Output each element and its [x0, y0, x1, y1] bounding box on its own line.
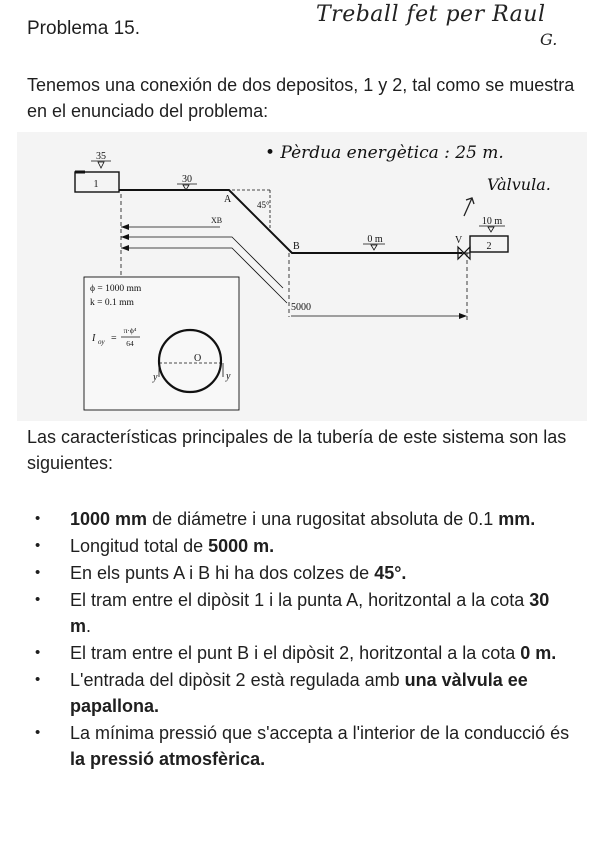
- legend-inertia-den: 64: [126, 339, 134, 348]
- handwritten-author: Treball fet per Raul: [316, 2, 546, 27]
- specs-list: [27, 506, 572, 773]
- page-title: Problema 15.: [27, 18, 141, 39]
- tank-2-elevation-marker: [488, 227, 494, 232]
- length-label: 5000: [291, 302, 311, 313]
- leader-xb-arrow: [121, 224, 129, 230]
- pipe-section-center-label: O: [194, 353, 202, 364]
- tank-1-label: 1: [93, 179, 99, 190]
- xb-label: XB: [211, 216, 223, 225]
- pipe-top-elevation: 30: [182, 174, 192, 185]
- handwritten-loss-note: • Pèrdua energètica : 25 m.: [265, 143, 504, 163]
- list-item: • En els punts A i B hi ha dos colzes de 45°.: [27, 560, 572, 586]
- length-dimension-arrow: [459, 313, 467, 319]
- angle-label: 45°: [257, 200, 270, 210]
- list-item: • Longitud total de 5000 m.: [27, 533, 572, 559]
- tank-1-elevation: 35: [96, 151, 106, 162]
- leader-length-arrow: [121, 245, 129, 251]
- problem-diagram: [17, 132, 587, 421]
- pipe-section-axis-left-label: y: [153, 372, 158, 383]
- leader-b-arrow: [121, 234, 129, 240]
- legend-roughness: k = 0.1 mm: [90, 298, 134, 308]
- list-item: • El tram entre el dipòsit 1 i la punta A, horitzontal a la cota 30 m.: [27, 587, 572, 639]
- legend-inertia-lhs: I: [92, 333, 96, 344]
- legend-inertia-eq: =: [111, 333, 117, 344]
- list-item: • La mínima pressió que s'accepta a l'interior de la conducció és la pressió atmosfèrica.: [27, 720, 572, 772]
- tank-2-elevation: 10 m: [481, 216, 503, 227]
- tank-1-elevation-marker: [98, 162, 104, 168]
- legend-diameter: ϕ = 1000 mm: [90, 284, 142, 294]
- point-a-label: A: [224, 194, 232, 205]
- pipe-section-axis-right-label: y: [226, 371, 231, 382]
- intro-paragraph: Tenemos una conexión de dos depositos, 1 y 2, tal como se muestra en el enunciado del problema:: [27, 75, 575, 121]
- legend-inertia-num: π·ϕ⁴: [123, 326, 137, 335]
- list-item: • 1000 mm de diámetre i una rugositat absoluta de 0.1 mm.: [27, 506, 572, 532]
- characteristics-intro: Las características principales de la tubería de este sistema son las siguientes:: [27, 427, 567, 473]
- legend-inertia-sub: oy: [98, 338, 105, 346]
- list-item: • El tram entre el punt B i el dipòsit 2, horitzontal a la cota 0 m.: [27, 640, 572, 666]
- valve-label: V: [455, 235, 463, 246]
- point-b-label: B: [293, 241, 300, 252]
- handwritten-valve-note: Vàlvula.: [487, 175, 551, 194]
- pipe-bottom-elevation-marker: [371, 245, 377, 250]
- handwritten-author-initial: G.: [540, 30, 558, 49]
- tank-2-label: 2: [486, 241, 492, 252]
- pipe-bottom-elevation: 0 m: [367, 234, 383, 245]
- list-item: • L'entrada del dipòsit 2 està regulada amb una vàlvula ee papallona.: [27, 667, 572, 719]
- pipe: [119, 190, 462, 253]
- handwritten-arrow: [464, 198, 474, 216]
